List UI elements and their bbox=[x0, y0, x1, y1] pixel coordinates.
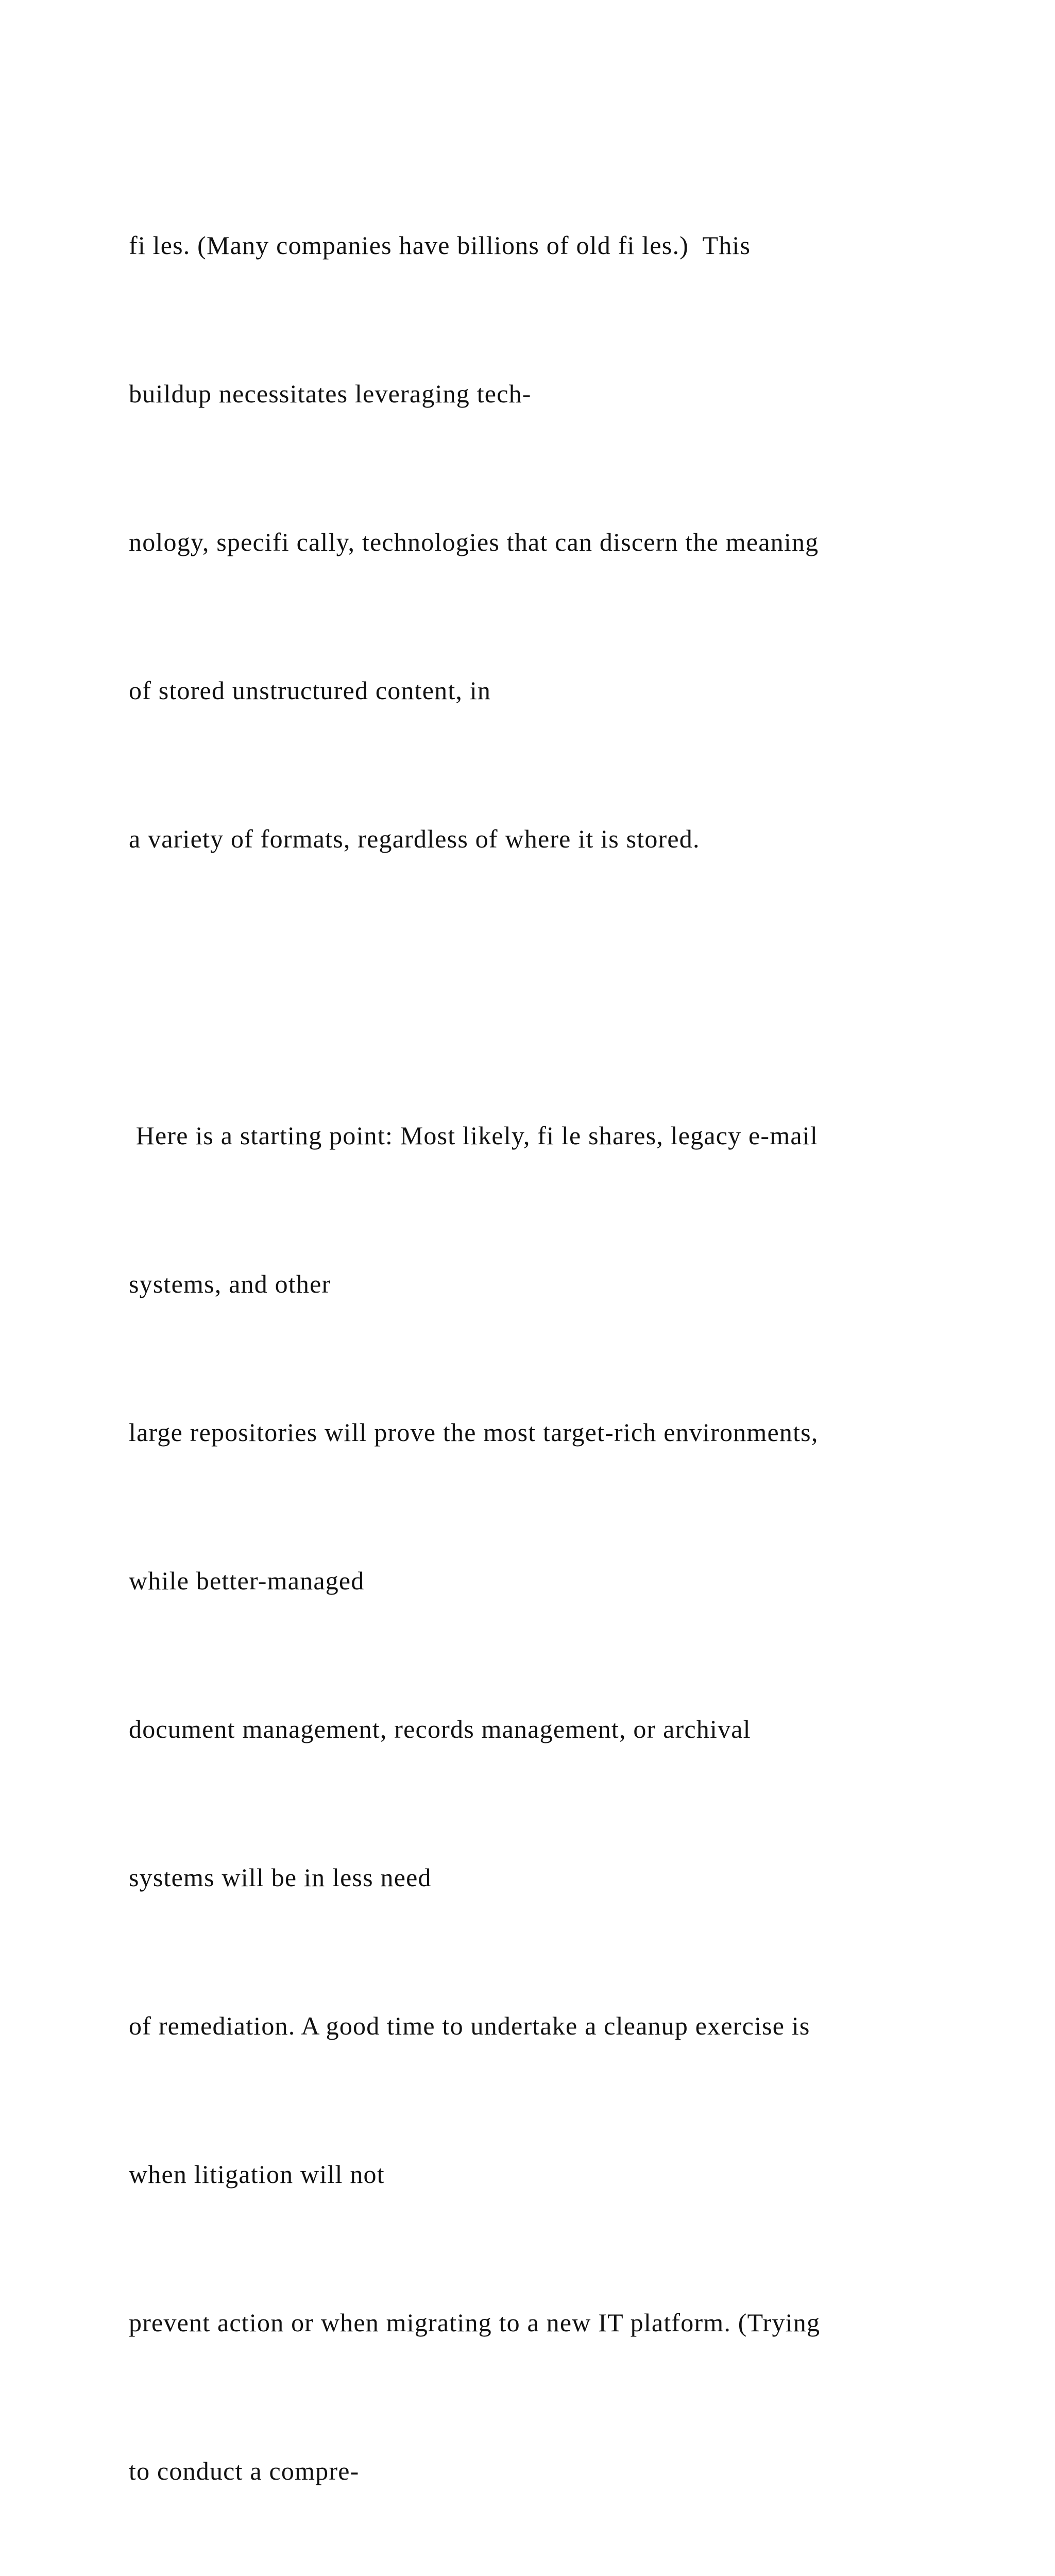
text-line: large repositories will prove the most target-rich environments, bbox=[129, 1418, 819, 1447]
text-line: document management, records management, or archival bbox=[129, 1715, 751, 1743]
text-line: buildup necessitates leveraging tech- bbox=[129, 379, 532, 408]
text-line: prevent action or when migrating to a new IT platform. (Trying bbox=[129, 2308, 821, 2337]
text-line: a variety of formats, regardless of where it is stored. bbox=[129, 824, 700, 853]
text-line: while better-managed bbox=[129, 1566, 365, 1595]
text-line: to conduct a compre- bbox=[129, 2456, 360, 2485]
text-line: of stored unstructured content, in bbox=[129, 676, 491, 705]
body-text bbox=[129, 122, 1035, 2576]
text-line: Here is a starting point: Most likely, fi le shares, legacy e-mail bbox=[129, 1121, 818, 1150]
text-line: when litigation will not bbox=[129, 2160, 385, 2189]
text-line: systems will be in less need bbox=[129, 1863, 432, 1892]
paragraph-gap bbox=[129, 962, 1035, 1012]
text-line: nology, specifi cally, technologies that can discern the meaning bbox=[129, 528, 819, 556]
text-line: systems, and other bbox=[129, 1269, 331, 1298]
text-line: fi les. (Many companies have billions of old fi les.) This bbox=[129, 231, 751, 260]
text-line: of remediation. A good time to undertake a cleanup exercise is bbox=[129, 2011, 810, 2040]
